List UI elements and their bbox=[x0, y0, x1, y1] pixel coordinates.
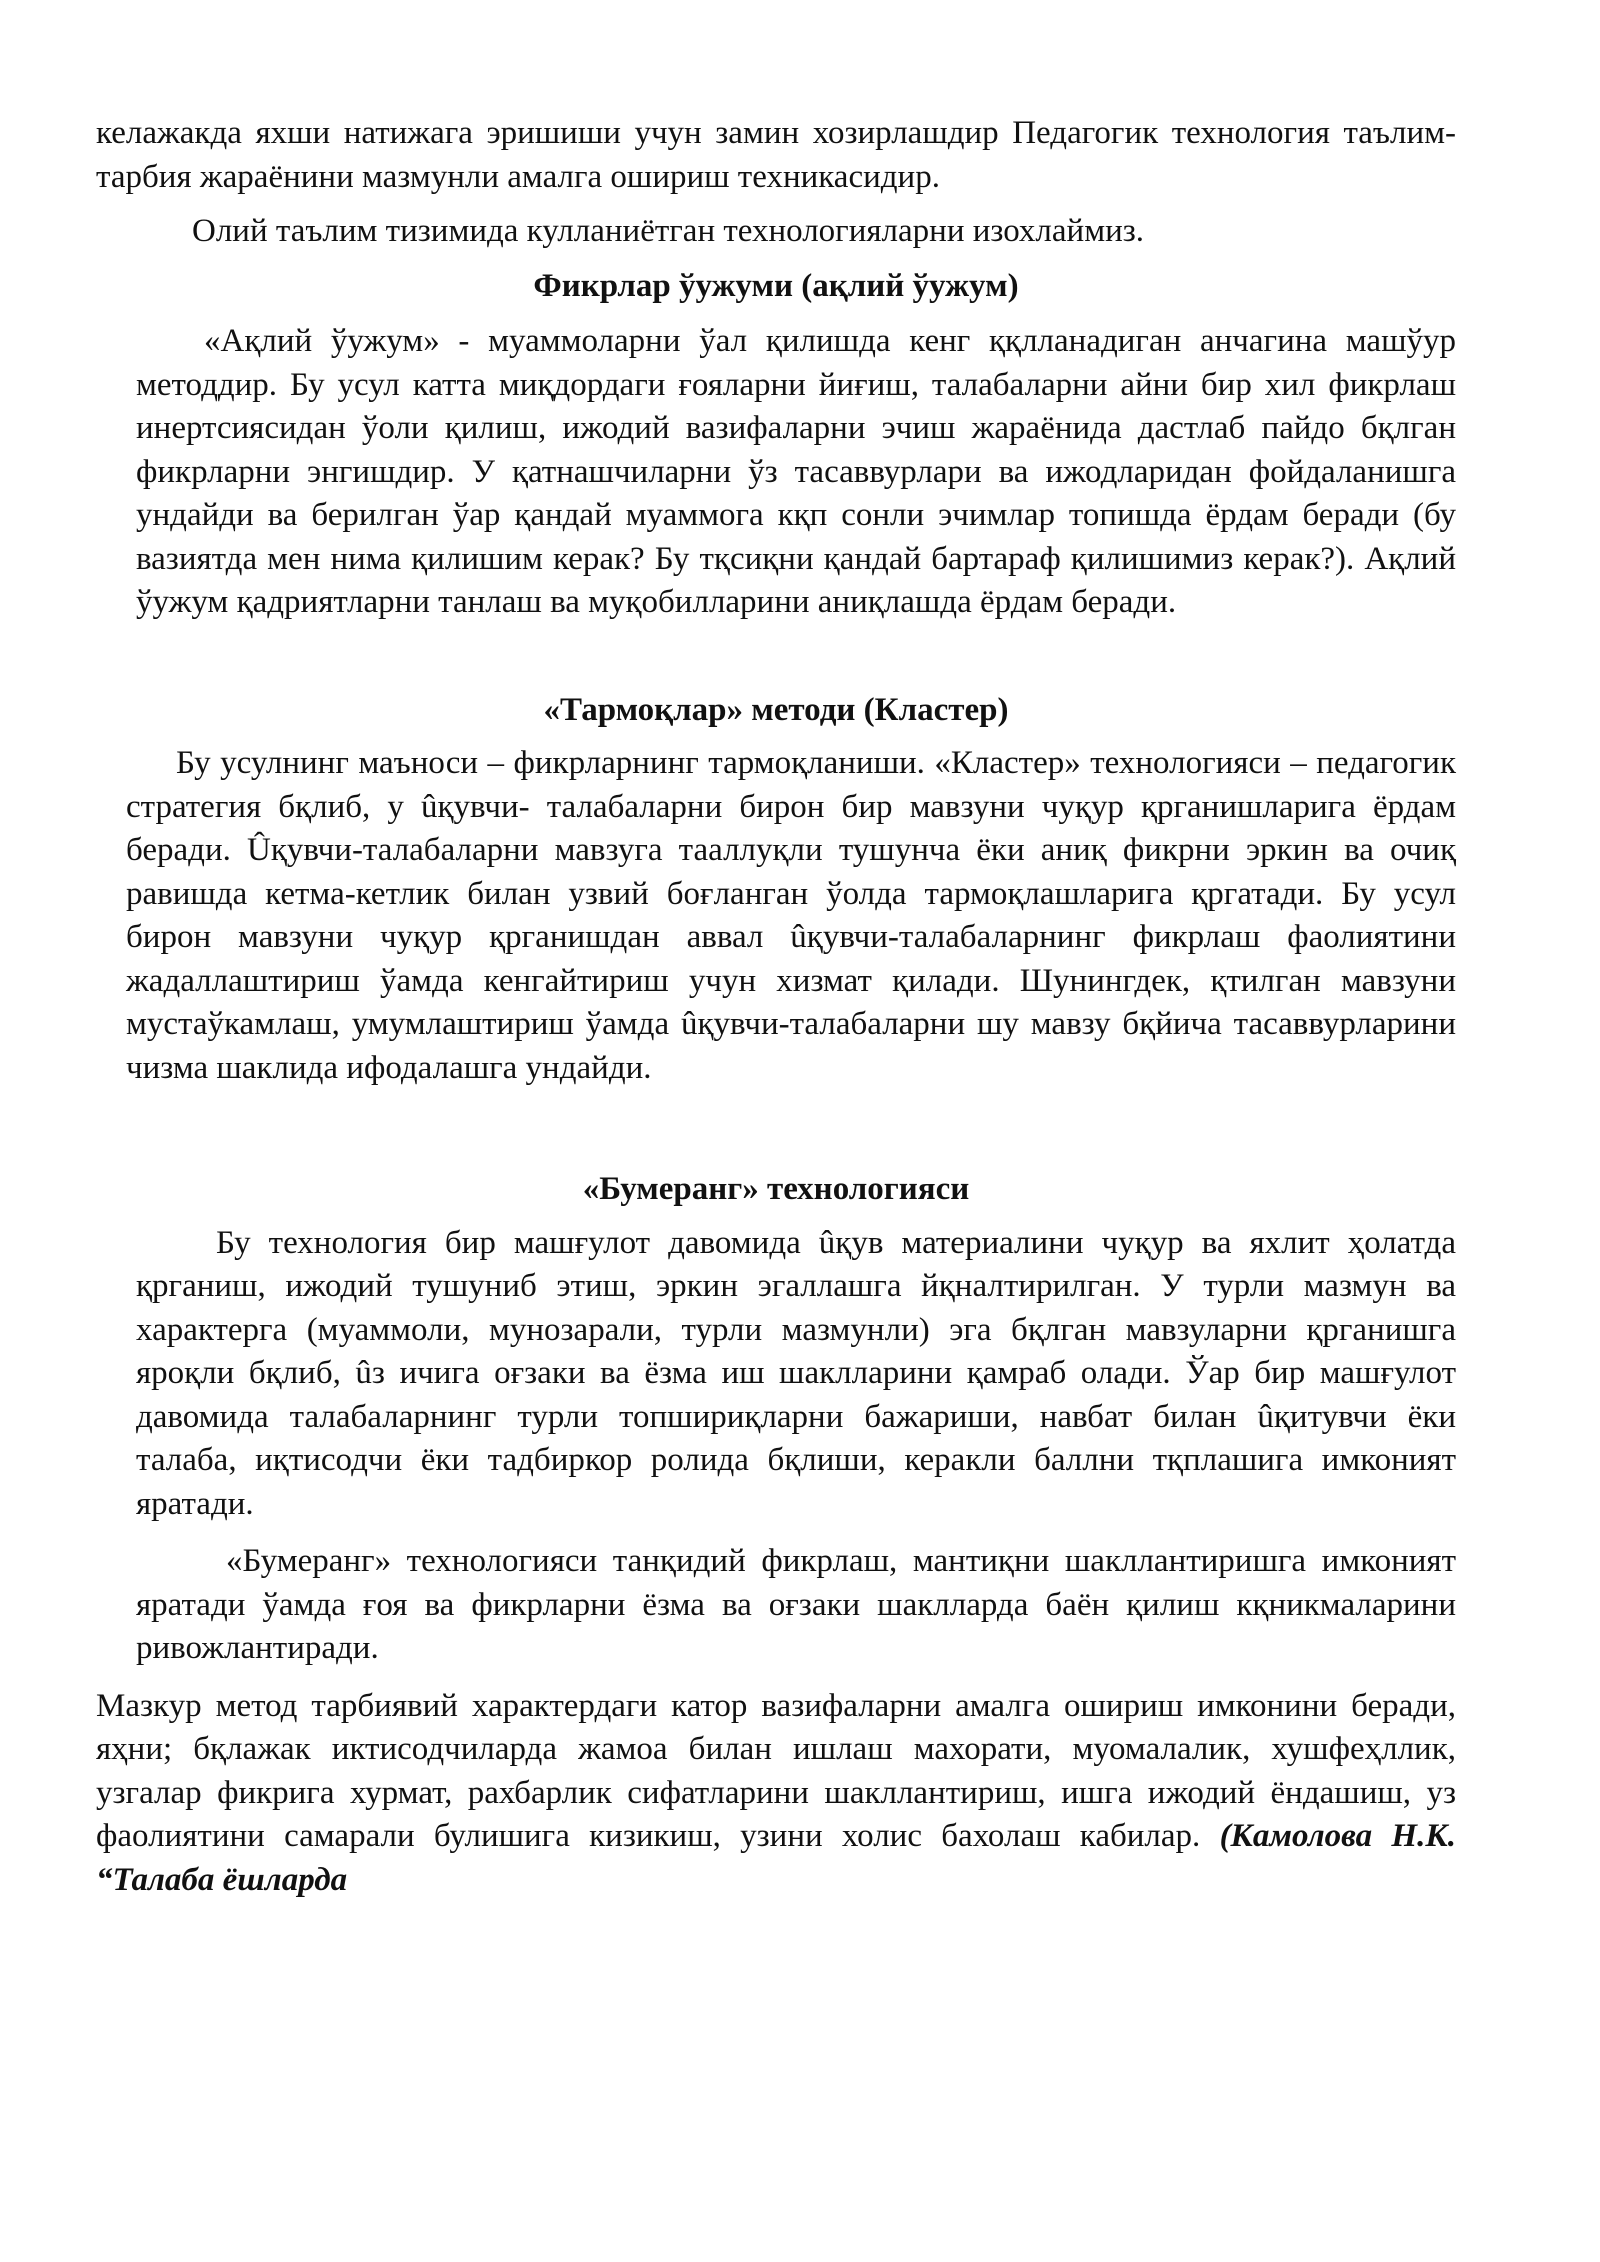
document-page bbox=[96, 112, 1456, 1902]
cluster-heading: «Тармоқлар» методи (Кластер) bbox=[543, 691, 1009, 728]
method-text: Мазкур метод тарбиявий характердаги катор вазифаларни амалга ошириш имконини беради, яҳни; бқлажак иктисодчиларда жамоа билан ишлаш махорати, муомалалик, хушфеҳллик, узгалар фикрига хурмат, рахбарлик сифатларини шакллантириш, ишга ижодий ёндашиш, уз фаолиятини самарали булишига кизикиш, узини холис бахолаш кабилар. bbox=[96, 1687, 1456, 1854]
olyi-talim-paragraph: Олий таълим тизимида кулланиётган технологияларни изохлаймиз. bbox=[192, 213, 1145, 249]
boomerang-heading: «Бумеранг» технологияси bbox=[582, 1171, 970, 1207]
method-paragraph bbox=[96, 1685, 1456, 1903]
citation-text: (Камолова Н.К. “Талаба ёшларда bbox=[96, 1818, 1456, 1898]
boomerang-paragraph-2: «Бумеранг» технологияси танқидий фикрлаш, мантиқни шакллантиришга имконият яратади ўамда ғоя ва фикрларни ёзма ва оғзаки шаклларда баён қилиш кқникмаларини ривожлантиради. bbox=[136, 1543, 1456, 1666]
brainstorm-heading: Фикрлар ўужуми (ақлий ўужум) bbox=[533, 267, 1019, 304]
brainstorm-paragraph: «Ақлий ўужум» - муаммоларни ўал қилишда кенг ққлланадиган анчагина машўур методдир. Бу усул катта миқдордаги ғояларни йиғиш, талабаларни айни бир хил фикрлаш инертсиясидан ўоли қилиш, ижодий вазифаларни эчиш жараёнида дастлаб пайдо бқлган фикрларни энгишдир. У қатнашчиларни ўз тасаввурлари ва ижодларидан фойдаланишга ундайди ва берилган ўар қандай муаммога кқп сонли эчимлар топишда ёрдам беради (бу вазиятда мен нима қилишим керак? Бу тқсиқни қандай бартараф қилишимиз керак?). Ақлий ўужум қадриятларни танлаш ва муқобилларини аниқлашда ёрдам беради. bbox=[136, 323, 1456, 620]
cluster-paragraph: Бу усулнинг маъноси – фикрларнинг тармоқланиши. «Кластер» технологияси – педагогик стратегия бқлиб, у ûқувчи- талабаларни бирон бир мавзуни чуқур қрганишларига ёрдам беради. Ûқувчи-талабаларни мавзуга тааллуқли тушунча ёки аниқ фикрни эркин ва очиқ равишда кетма-кетлик билан узвий боғланган ўолда тармоқлашларига қргатади. Бу усул бирон мавзуни чуқур қрганишдан аввал ûқувчи-талабаларнинг фикрлаш фаолиятини жадаллаштириш ўамда кенгайтириш учун хизмат қилади. Шунингдек, қтилган мавзуни мустаўкамлаш, умумлаштириш ўамда ûқувчи-талабаларни шу мавзу бқйича тасаввурларини чизма шаклида ифодалашга ундайди. bbox=[126, 745, 1456, 1086]
boomerang-paragraph-1: Бу технология бир машғулот давомида ûқув материалини чуқур ва яхлит ҳолатда қрганиш, ижодий тушуниб этиш, эркин эгаллашга йқналтирилган. У турли мазмун ва характерга (муаммоли, мунозарали, турли мазмунли) эга бқлган мавзуларни қрганишга яроқли бқлиб, ûз ичига оғзаки ва ёзма иш шаклларини қамраб олади. Ўар бир машғулот давомида талабаларнинг турли топшириқларни бажариши, навбат билан ûқитувчи ёки талаба, иқтисодчи ёки тадбиркор ролида бқлиши, керакли баллни тқплашига имконият яратади. bbox=[136, 1224, 1456, 1522]
intro-paragraph: келажакда яхши натижага эришиши учун замин хозирлашдир Педагогик технология таълим-тарбия жараёнини мазмунли амалга ошириш техникасидир. bbox=[96, 115, 1456, 195]
